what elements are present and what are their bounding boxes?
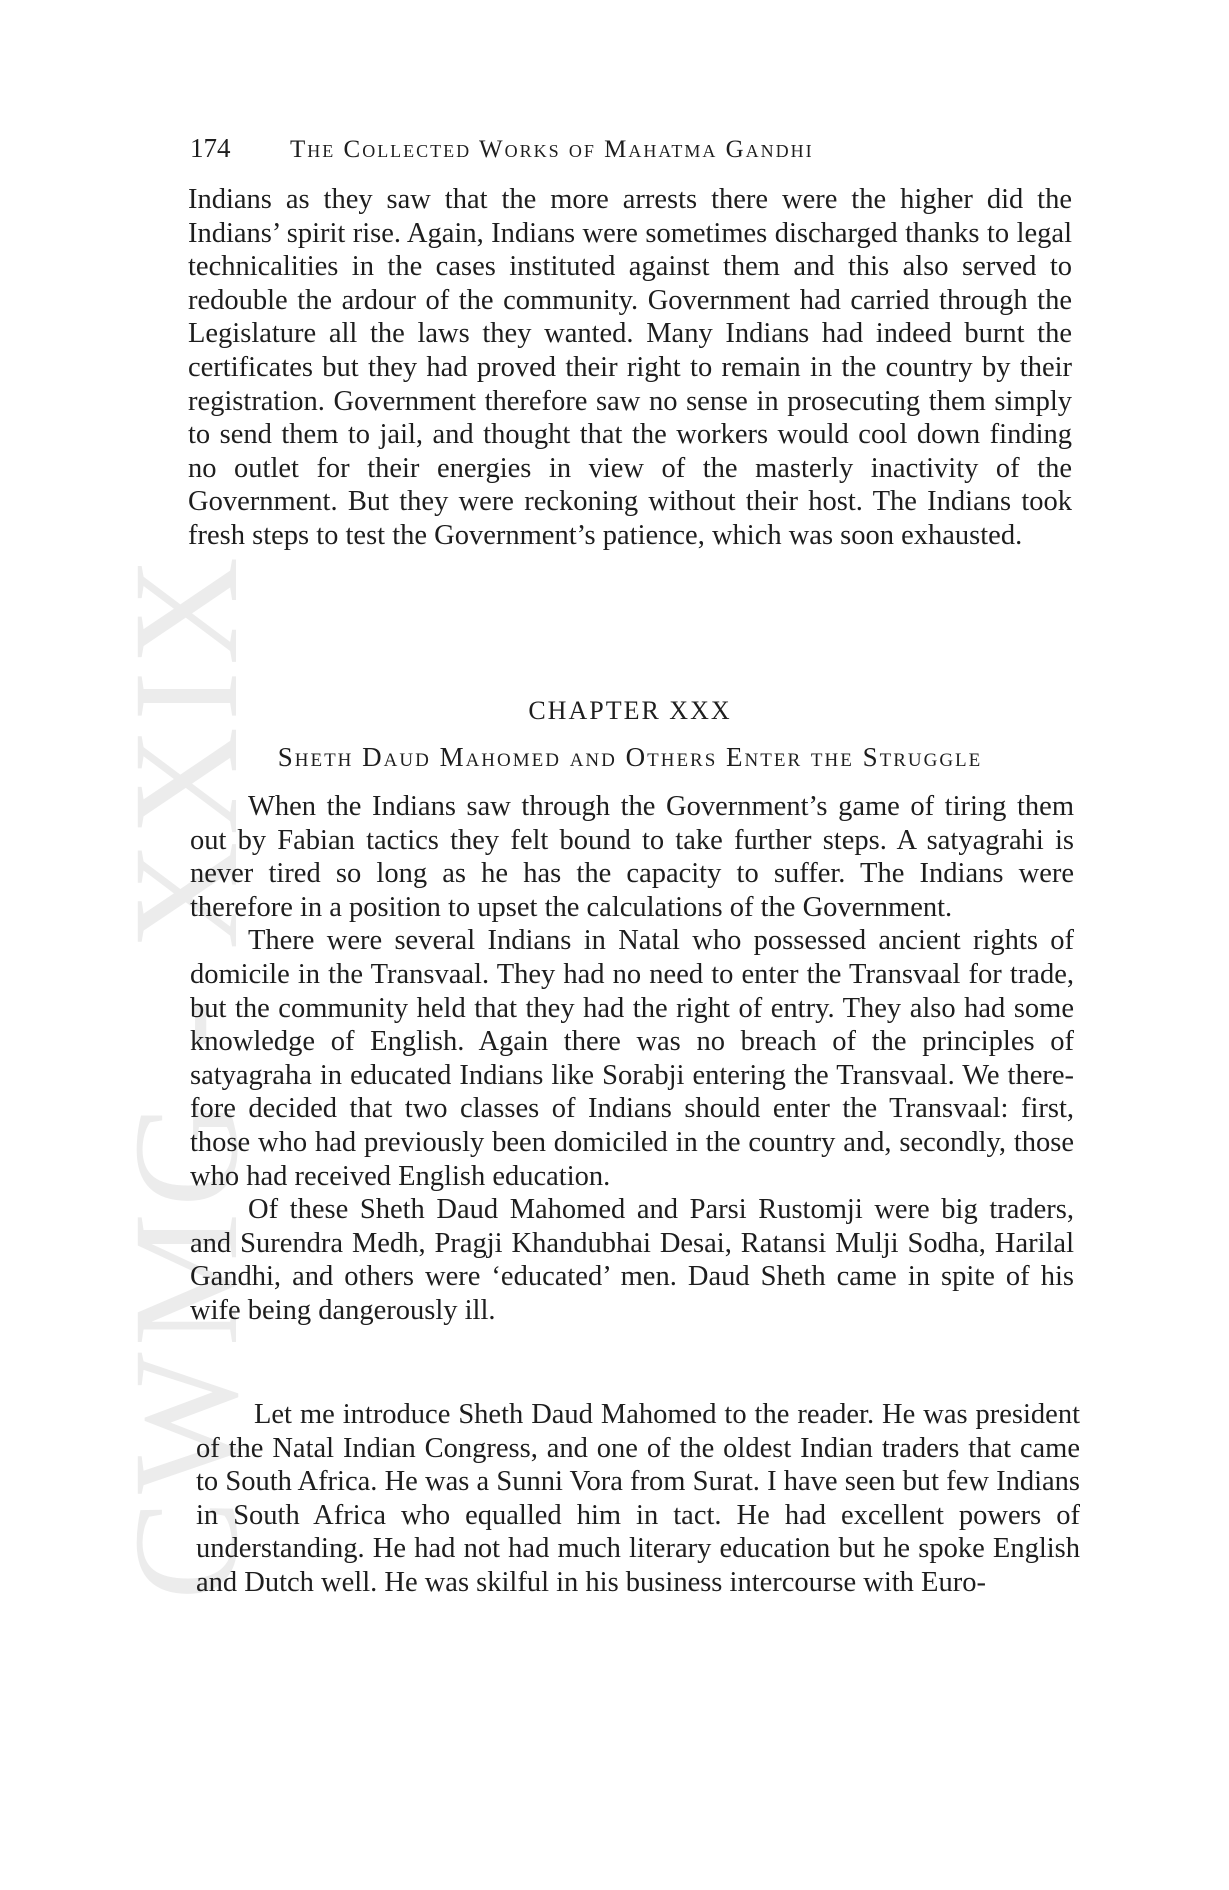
running-title: The Collected Works of Mahatma Gandhi <box>290 136 814 163</box>
chapter-title: Sheth Daud Mahomed and Others Enter the Struggle <box>277 742 983 772</box>
running-head <box>190 130 1080 168</box>
text-block-introduction <box>196 1398 1080 1600</box>
text-block-chapter <box>190 790 1074 1328</box>
paragraph: When the Indians saw through the Government’s game of tiring them out by Fabian tactics they felt bound to take further steps. A satyagrahi is never tired so long as he has the capacity to suffer. The Indians were therefore in a position to upset the calculations of the Government. <box>190 791 1074 923</box>
chapter-number: CHAPTER XXX <box>528 696 732 725</box>
watermark-text: CWMG - XXIX <box>103 550 269 1600</box>
page-number: 174 <box>190 133 231 163</box>
paragraph: Let me introduce Sheth Daud Mahomed to the reader. He was president of the Natal Indian Congress, and one of the oldest Indian traders that came to South Africa. He was a Sunni Vora from Surat. I have seen but few Indians in South Africa who equalled him in tact. He had excellent powers of understanding. He had not had much literary education but he spoke English and Dutch well. He was skilful in his business intercourse with Euro- <box>196 1399 1080 1598</box>
text-block-opening <box>188 183 1072 553</box>
paragraph: Of these Sheth Daud Mahomed and Parsi Rustomji were big traders, and Surendra Medh, Pragji Khandubhai Desai, Ratansi Mulji Sodha, Harilal Gandhi, and others were ‘educated’ men. Daud Sheth came in spite of his wife being dangerously ill. <box>190 1194 1074 1326</box>
paragraph: Indians as they saw that the more arrests there were the higher did the Indians’ spirit rise. Again, Indians were sometimes discharged thanks to legal technicalities in the cases instituted against them and this also served to redouble the ardour of the community. Government had carried through the Legislature all the laws they wanted. Many Indians had indeed burnt the certificates but they had proved their right to remain in the country by their registration. Government therefore saw no sense in prosecuting them simply to send them to jail, and thought that the workers would cool down finding no outlet for their energies in view of the masterly inactivity of the Government. But they were reckoning without their host. The Indians took fresh steps to test the Government’s patience, which was soon exhausted. <box>188 184 1072 551</box>
paragraph: There were several Indians in Natal who possessed ancient rights of domicile in the Transvaal. They had no need to enter the Transvaal for trade, but the community held that they had the right of entry. They also had some knowledge of English. Again there was no breach of the principles of satyagraha in educated Indians like Sorabji entering the Transvaal. We therefore decided that two classes of Indians should enter the Transvaal: first, those who had previously been domiciled in the country and, secondly, those who had received English education. <box>190 925 1074 1192</box>
